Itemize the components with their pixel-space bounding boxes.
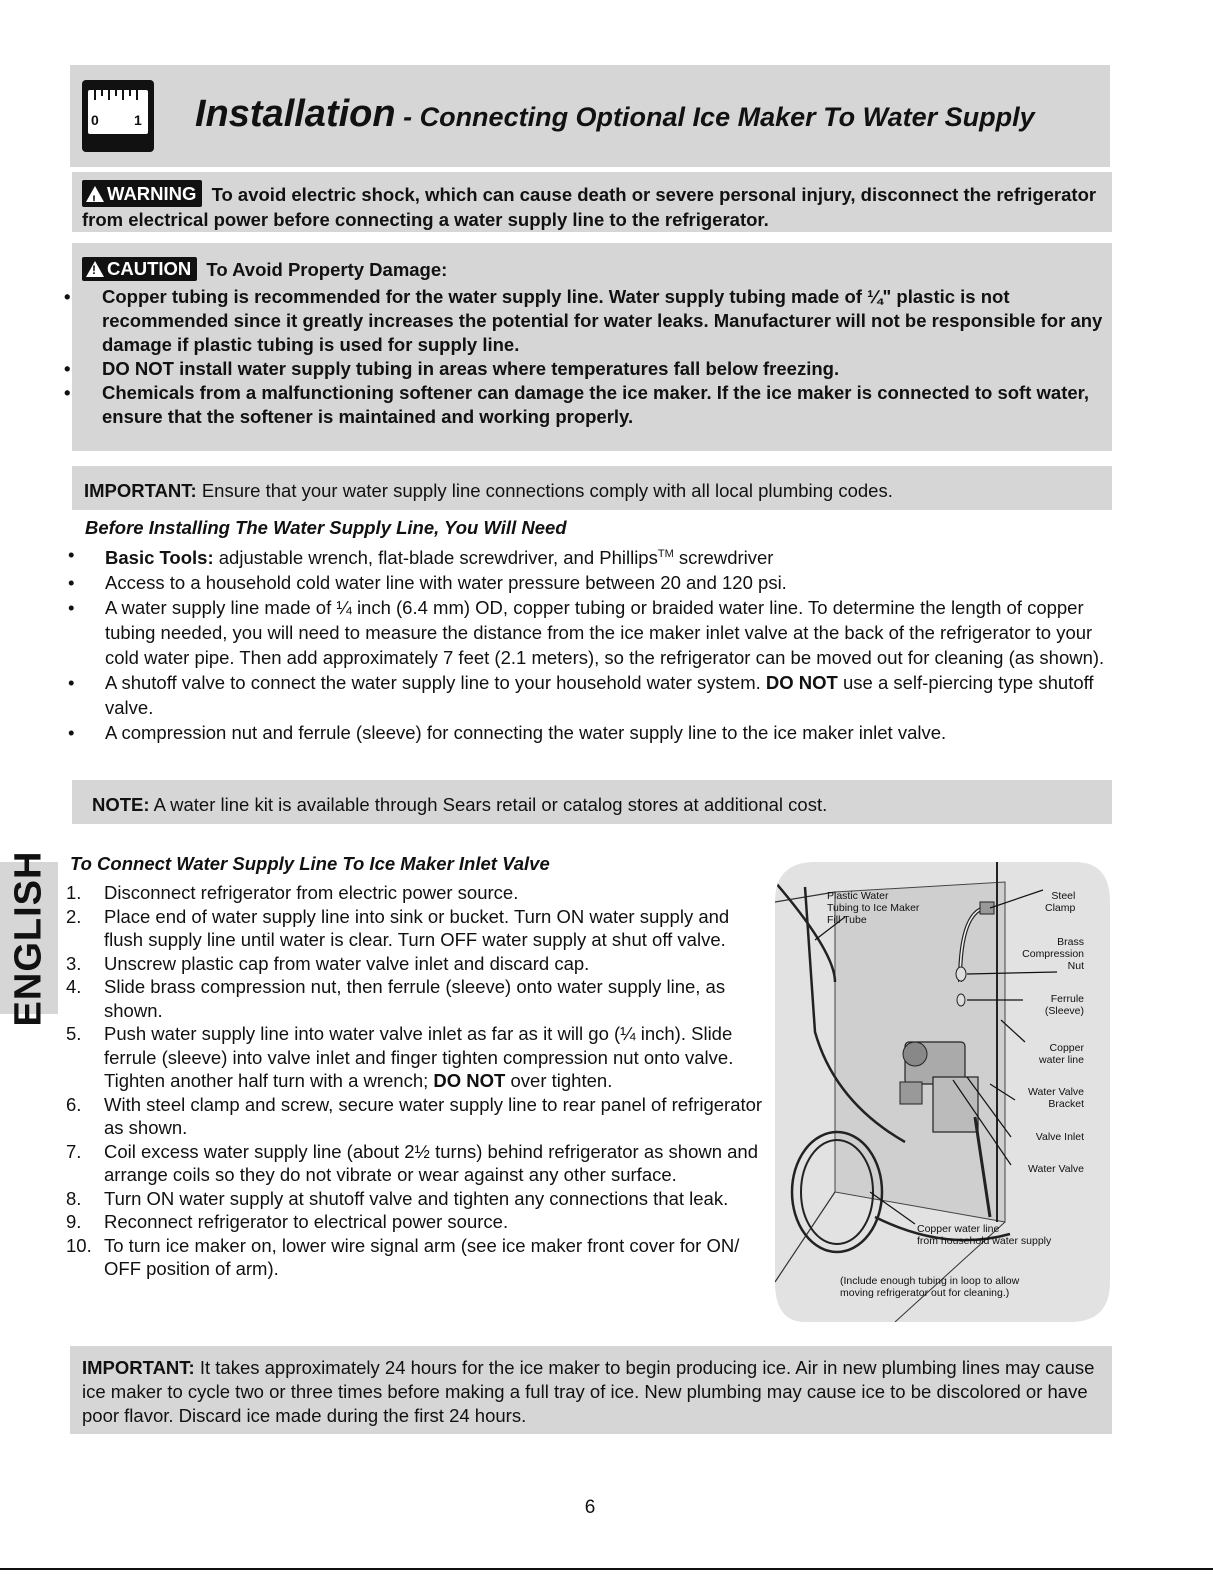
label-copper-line: Copper water line bbox=[1039, 1042, 1084, 1066]
important-label: IMPORTANT: bbox=[82, 1357, 195, 1378]
label-ferrule: Ferrule (Sleeve) bbox=[1044, 993, 1084, 1017]
installation-diagram bbox=[775, 862, 1110, 1322]
step-item: 8. Turn ON water supply at shutoff valve and tighten any connections that leak. bbox=[66, 1187, 729, 1209]
step-item: 5. Push water supply line into water valve inlet as far as it will go (¼ inch). Slide ferrule (sleeve) into valve inlet and finger tighten compression nut onto valve. Tighten another half turn with a wrench; DO NOT over tighten. bbox=[66, 1023, 734, 1091]
important-text: Ensure that your water supply line connections comply with all local plumbing codes. bbox=[196, 480, 893, 501]
language-tab bbox=[0, 850, 58, 1026]
label-loop-note: (Include enough tubing in loop to allow moving refrigerator out for cleaning.) bbox=[840, 1275, 1020, 1299]
caution-item: • Chemicals from a malfunctioning softener can damage the ice maker. If the ice maker is connected to soft water, ensure that the softener is maintained and working properly. bbox=[72, 381, 1112, 429]
connect-steps-section bbox=[66, 852, 766, 1281]
caution-box bbox=[72, 243, 1112, 451]
caution-badge: !CAUTION bbox=[82, 257, 197, 281]
page-number: 6 bbox=[584, 1497, 596, 1518]
caution-heading bbox=[72, 243, 1112, 281]
alert-triangle-icon bbox=[86, 186, 104, 202]
label-brass-nut: Brass Compression Nut bbox=[1022, 936, 1084, 972]
caution-item: • DO NOT install water supply tubing in areas where temperatures fall below freezing. bbox=[72, 357, 1112, 381]
label-plastic-tube: Plastic Water Tubing to Ice Maker Fill Tube bbox=[827, 890, 920, 926]
language-tab-label: ENGLISH bbox=[7, 850, 50, 1026]
important-box-ice bbox=[70, 1346, 1112, 1434]
bottom-divider bbox=[0, 1568, 1213, 1570]
list-item: • Basic Tools: adjustable wrench, flat-blade screwdriver, and Phillips™ screwdriver bbox=[85, 542, 1110, 570]
list-item: • Access to a household cold water line with water pressure between 20 and 120 psi. bbox=[85, 570, 1110, 595]
alert-triangle-icon bbox=[86, 261, 104, 277]
requirements-list bbox=[85, 542, 1110, 745]
page-title bbox=[195, 93, 1035, 136]
label-water-valve: Water Valve bbox=[1027, 1163, 1084, 1175]
page-header bbox=[70, 65, 1110, 167]
label-steel-clamp: Steel Clamp bbox=[1045, 890, 1076, 914]
caution-title: To Avoid Property Damage: bbox=[206, 259, 448, 280]
label-household-line: Copper water line from household water supply bbox=[917, 1223, 1052, 1247]
step-item: 10. To turn ice maker on, lower wire signal arm (see ice maker front cover for ON/ OFF position of arm). bbox=[66, 1234, 740, 1279]
steps-list bbox=[66, 881, 766, 1281]
title-sub: - Connecting Optional Ice Maker To Water Supply bbox=[395, 102, 1035, 132]
ruler-label-1: 1 bbox=[134, 112, 142, 128]
before-installing-section bbox=[85, 516, 1110, 745]
note-text: A water line kit is available through Sears retail or catalog stores at additional cost. bbox=[149, 794, 828, 815]
important-text: It takes approximately 24 hours for the ice maker to begin producing ice. Air in new plumbing lines may cause ice maker to cycle two or three times before making a full tray of ice. New plumbing may cause ice to be discolored or have poor flavor. Discard ice made during the first 24 hours. bbox=[82, 1357, 1095, 1426]
caution-item: • Copper tubing is recommended for the water supply line. Water supply tubing made of ¼" plastic is not recommended since it greatly increases the potential for water leaks. Manufacturer will not be responsible for any damage if plastic tubing is used for supply line. bbox=[72, 285, 1112, 357]
warning-message: To avoid electric shock, which can cause death or severe personal injury, disconnect the refrigerator from electrical power before connecting a water supply line to the refrigerator. bbox=[82, 184, 1097, 230]
step-item: 9. Reconnect refrigerator to electrical power source. bbox=[66, 1211, 509, 1232]
ruler-label-0: 0 bbox=[91, 112, 99, 128]
step-item: 6. With steel clamp and screw, secure water supply line to rear panel of refrigerator as shown. bbox=[66, 1093, 763, 1138]
important-box-codes bbox=[72, 466, 1112, 510]
list-item: • A water supply line made of ¼ inch (6.4 mm) OD, copper tubing or braided water line. To determine the length of copper tubing needed, you will need to measure the distance from the ice maker inlet valve at the back of the refrigerator to your cold water pipe. Then add approximately 7 feet (2.1 meters), so the refrigerator can be moved out for cleaning (as shown). bbox=[85, 595, 1110, 670]
step-item: 4. Slide brass compression nut, then ferrule (sleeve) onto water supply line, as shown. bbox=[66, 976, 726, 1021]
warning-text bbox=[72, 172, 1112, 232]
warning-box bbox=[72, 172, 1112, 232]
list-item: • A shutoff valve to connect the water supply line to your household water system. DO NOT use a self-piercing type shutoff valve. bbox=[85, 670, 1110, 720]
label-valve-inlet: Valve Inlet bbox=[1035, 1131, 1084, 1143]
important-label: IMPORTANT: bbox=[84, 480, 197, 501]
title-main: Installation bbox=[195, 93, 396, 135]
step-item: 7. Coil excess water supply line (about 2½ turns) behind refrigerator as shown and arrange coils so they do not vibrate or wear against any other surface. bbox=[66, 1140, 759, 1185]
section-heading: To Connect Water Supply Line To Ice Maker Inlet Valve bbox=[70, 853, 550, 874]
list-item: • A compression nut and ferrule (sleeve) for connecting the water supply line to the ice maker inlet valve. bbox=[85, 720, 1110, 745]
warning-badge: !WARNING bbox=[82, 180, 202, 207]
ruler-icon bbox=[82, 80, 154, 152]
step-item: 2. Place end of water supply line into sink or bucket. Turn ON water supply and flush supply line until water is clear. Turn OFF water supply at shut off valve. bbox=[66, 905, 730, 950]
caution-list bbox=[72, 285, 1112, 429]
note-label: NOTE: bbox=[92, 794, 150, 815]
step-item: 3. Unscrew plastic cap from water valve inlet and discard cap. bbox=[66, 952, 590, 974]
note-box bbox=[72, 780, 1112, 824]
label-valve-bracket: Water Valve Bracket bbox=[1027, 1086, 1084, 1110]
section-heading: Before Installing The Water Supply Line, You Will Need bbox=[85, 517, 567, 538]
step-item: 1. Disconnect refrigerator from electric power source. bbox=[66, 882, 519, 903]
